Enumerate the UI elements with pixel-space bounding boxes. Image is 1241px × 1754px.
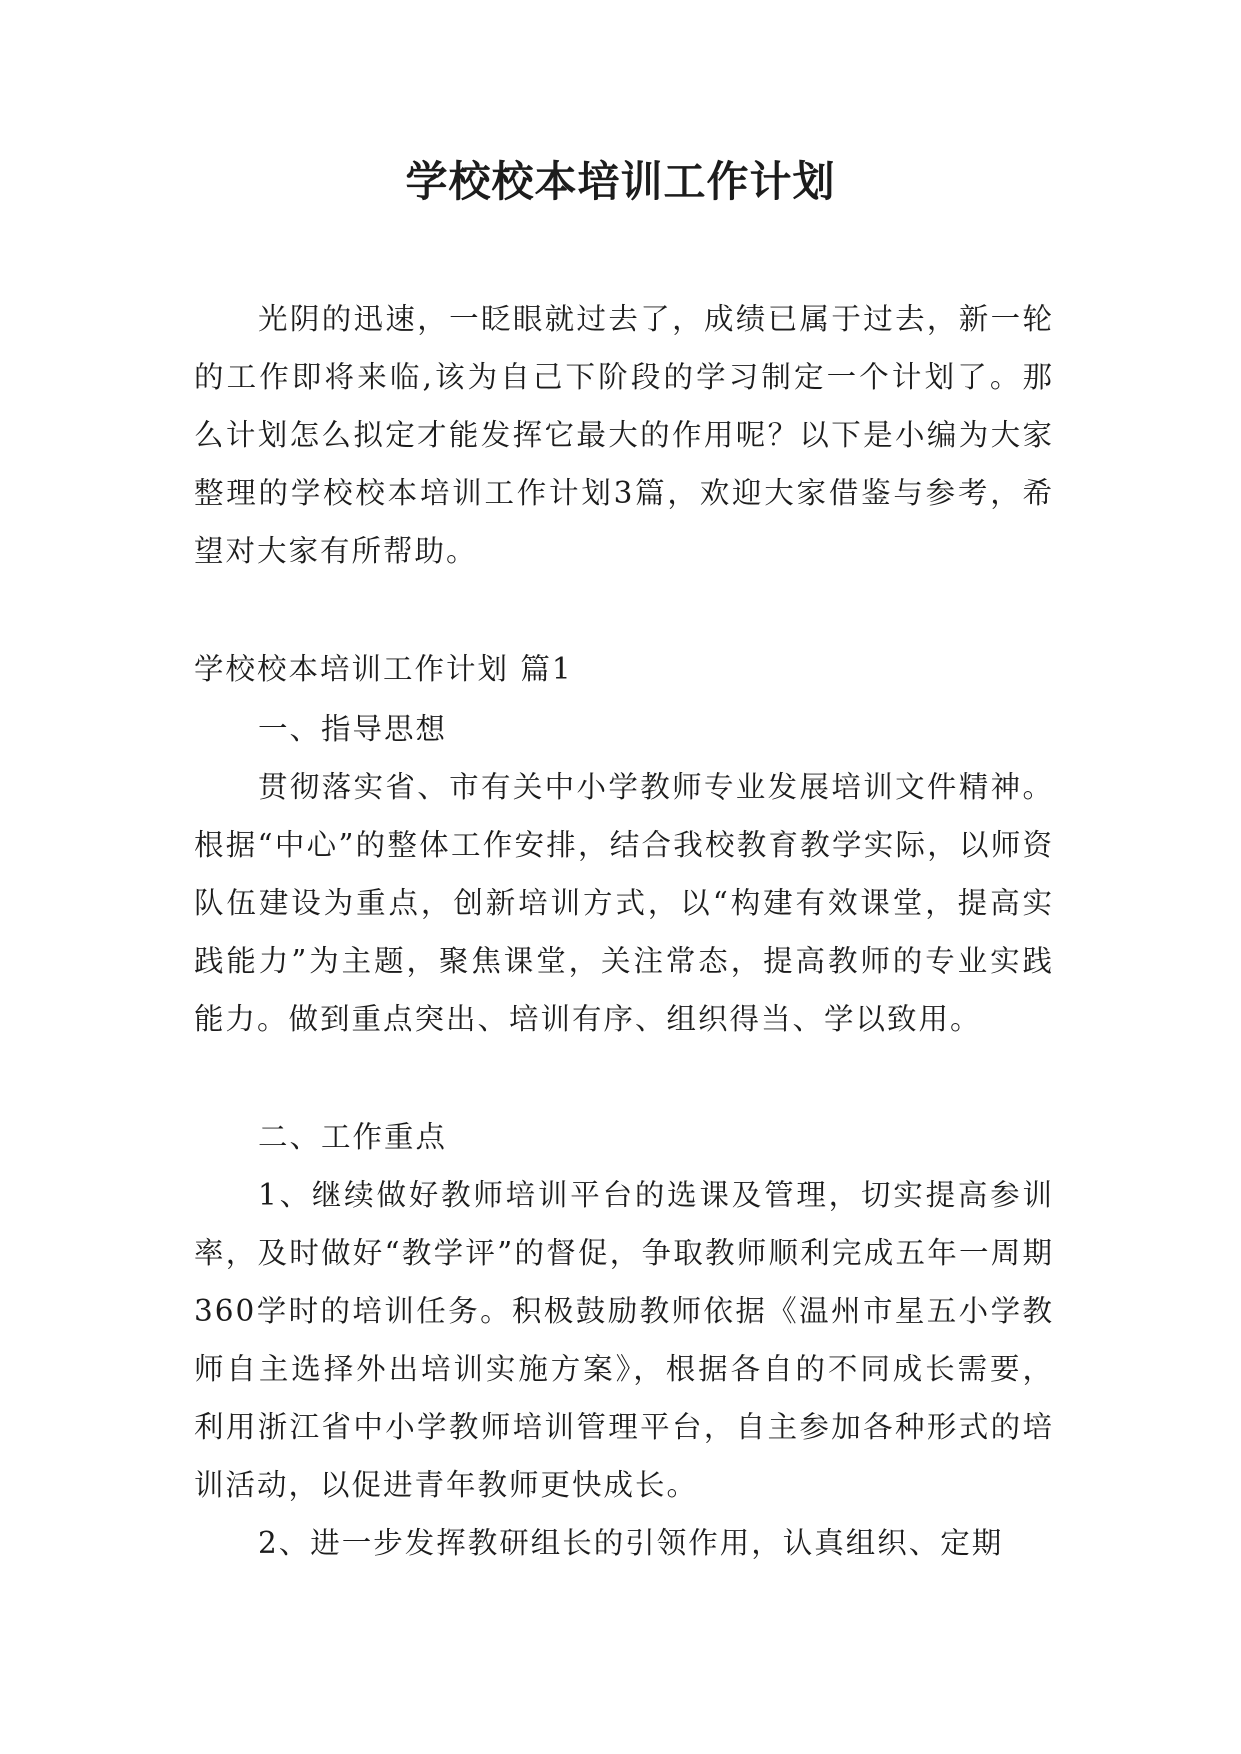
- heading-work-focus: 二、工作重点: [258, 1120, 448, 1154]
- paragraph-guiding-ideology: 贯彻落实省、市有关中小学教师专业发展培训文件精神。根据“中心”的整体工作安排，结合我校教育教学实际，以师资队伍建设为重点，创新培训方式，以“构建有效课堂，提高实践能力”为主题，聚焦课堂，关注常态，提高教师的专业实践能力。做到重点突出、培训有序、组织得当、学以致用。: [194, 770, 1054, 1036]
- document-title: 学校校本培训工作计划: [405, 157, 836, 206]
- paragraph-work-focus-1: 1、继续做好教师培训平台的选课及管理，切实提高参训率，及时做好“教学评”的督促，争取教师顺利完成五年一周期360学时的培训任务。积极鼓励教师依据《温州市星五小学教师自主选择外出培训实施方案》，根据各自的不同成长需要，利用浙江省中小学教师培训管理平台，自主参加各种形式的培训活动，以促进青年教师更快成长。: [194, 1178, 1054, 1502]
- section-heading: 学校校本培训工作计划 篇1: [194, 652, 573, 686]
- intro-paragraph: 光阴的迅速，一眨眼就过去了，成绩已属于过去，新一轮的工作即将来临,该为自己下阶段的学习制定一个计划了。那么计划怎么拟定才能发挥它最大的作用呢？以下是小编为大家整理的学校校本培训工作计划3篇，欢迎大家借鉴与参考，希望对大家有所帮助。: [194, 302, 1054, 568]
- paragraph-work-focus-2: 2、进一步发挥教研组长的引领作用，认真组织、定期: [258, 1526, 1004, 1560]
- heading-guiding-ideology: 一、指导思想: [258, 712, 448, 746]
